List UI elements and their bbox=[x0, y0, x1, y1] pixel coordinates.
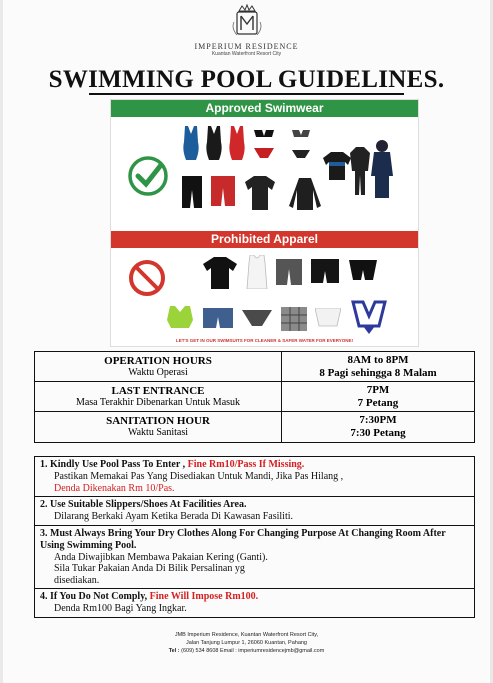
footer-address-line: JMB Imperium Residence, Kuantan Waterfront Resort City, bbox=[174, 632, 319, 638]
approved-swimwear-banner: Approved Swimwear bbox=[111, 100, 418, 117]
rule-translation: Pastikan Memakai Pas Yang Disediakan Untuk Mandi, Jika Pas Hilang , bbox=[54, 471, 344, 482]
boxer-shorts-icon bbox=[281, 307, 307, 331]
rule-translation: Anda Diwajibkan Membawa Pakaian Kering (Ganti). bbox=[54, 551, 268, 563]
rule-translation: disediakan. bbox=[54, 574, 100, 586]
rash-guard-icon bbox=[323, 152, 351, 180]
burkini-icon bbox=[371, 140, 393, 198]
operation-hours-value-en: 8AM to 8PM bbox=[347, 353, 409, 366]
page-title: SWIMMING POOL GUIDELINES. bbox=[48, 66, 445, 93]
guidelines-page bbox=[3, 0, 490, 683]
contact-footer bbox=[3, 631, 490, 655]
footer-tel-label: Tel : bbox=[168, 648, 180, 654]
footer-address-line: Jalan Tanjung Lumpur 1, 26060 Kuantan, Pahang bbox=[186, 640, 307, 646]
crest-icon bbox=[227, 2, 267, 42]
operation-hours-value bbox=[282, 352, 475, 382]
revealing-swimwear-icon bbox=[349, 300, 389, 334]
long-sleeve-rash-guard-icon bbox=[289, 178, 321, 210]
rule-translation: Sila Tukar Pakaian Anda Di Bilik Persalinan yg bbox=[54, 563, 245, 574]
list-item bbox=[35, 525, 474, 589]
sanitation-hour-sub: Waktu Sanitasi bbox=[127, 427, 189, 438]
bikini-icon bbox=[252, 128, 276, 160]
check-icon bbox=[127, 155, 169, 197]
rule-heading-text: 4. If You Do Not Comply, bbox=[40, 591, 150, 602]
rule-translation: Denda Rm100 Bagi Yang Ingkar. bbox=[54, 603, 187, 614]
rule-heading-text: 1. Kindly Use Pool Pass To Enter , bbox=[40, 459, 188, 470]
sanitation-hour-label bbox=[35, 412, 282, 443]
rule-heading: 2. Use Suitable Slippers/Shoes At Facilities Area. bbox=[40, 499, 247, 510]
rule-translation: Dilarang Berkaki Ayam Ketika Berada Di Kawasan Fasiliti. bbox=[54, 511, 294, 522]
underwear-icon bbox=[242, 310, 272, 328]
rule-fine-translation: Denda Dikenakan Rm 10/Pas. bbox=[54, 482, 175, 494]
table-row bbox=[35, 412, 475, 443]
list-item bbox=[35, 496, 474, 525]
last-entrance-value-ms: 7 Petang bbox=[357, 396, 399, 409]
poster-footer: LET'S GET IN OUR SWIMSUITS FOR CLEANER & SAFER WATER FOR EVERYONE! bbox=[175, 338, 354, 343]
last-entrance-heading: LAST ENTRANCE bbox=[111, 384, 205, 397]
footer-contact-text: (609) 534 8608 Email : imperiumresidencejmb@gmail.com bbox=[179, 648, 325, 654]
sanitation-hour-value-en: 7:30PM bbox=[359, 414, 397, 426]
list-item bbox=[35, 457, 474, 496]
bikini-icon bbox=[290, 128, 312, 160]
operation-hours-heading: OPERATION HOURS bbox=[104, 354, 212, 367]
rule-fine-text: Fine Will Impose Rm100. bbox=[149, 591, 259, 602]
wetsuit-icon bbox=[350, 147, 370, 195]
logo bbox=[3, 2, 490, 57]
operation-hours-label bbox=[35, 352, 282, 382]
footer-contact-line bbox=[3, 647, 490, 655]
last-entrance-value-en: 7PM bbox=[366, 383, 390, 396]
operation-hours-value-ms: 8 Pagi sehingga 8 Malam bbox=[319, 366, 437, 379]
singlet-icon bbox=[245, 255, 269, 289]
swim-diaper-icon bbox=[315, 308, 341, 330]
sports-bra-icon bbox=[167, 306, 193, 328]
table-row bbox=[35, 352, 475, 382]
swimsuit-icon bbox=[227, 126, 247, 162]
rule-heading bbox=[40, 459, 469, 471]
rule-heading: 3. Must Always Bring Your Dry Clothes Along For Changing Purpose At Changing Room After Using Swimming Pool. bbox=[40, 527, 446, 551]
rule-heading bbox=[40, 591, 469, 603]
jammers-icon bbox=[181, 176, 203, 210]
swimsuit-icon bbox=[181, 126, 201, 162]
rash-guard-icon bbox=[245, 176, 275, 210]
prohibited-icon bbox=[127, 258, 167, 298]
swimwear-poster bbox=[110, 99, 419, 347]
list-item bbox=[35, 588, 474, 617]
rules-list bbox=[34, 456, 475, 618]
last-entrance-value bbox=[282, 382, 475, 412]
hours-table bbox=[34, 351, 475, 443]
title-underline bbox=[89, 93, 404, 95]
denim-shorts-icon bbox=[203, 308, 233, 330]
operation-hours-sub: Waktu Operasi bbox=[128, 366, 188, 378]
rule-fine-text: Fine Rm10/Pass If Missing. bbox=[187, 459, 305, 470]
prohibited-apparel-banner: Prohibited Apparel bbox=[111, 231, 418, 248]
brand-name: IMPERIUM RESIDENCE bbox=[194, 42, 299, 51]
athletic-shorts-icon bbox=[276, 259, 302, 287]
sanitation-hour-value-ms: 7:30 Petang bbox=[350, 427, 406, 439]
last-entrance-label bbox=[35, 382, 282, 412]
last-entrance-sub: Masa Terakhir Dibenarkan Untuk Masuk bbox=[75, 396, 241, 408]
swimsuit-icon bbox=[204, 126, 224, 162]
tshirt-icon bbox=[203, 257, 237, 289]
sanitation-hour-value bbox=[282, 412, 475, 443]
running-shorts-icon bbox=[349, 260, 377, 282]
board-shorts-icon bbox=[211, 176, 235, 208]
table-row bbox=[35, 382, 475, 412]
compression-shorts-icon bbox=[311, 259, 339, 285]
brand-subtitle: Kuantan Waterfront Resort City bbox=[211, 51, 282, 57]
sanitation-hour-heading: SANITATION HOUR bbox=[106, 415, 210, 427]
